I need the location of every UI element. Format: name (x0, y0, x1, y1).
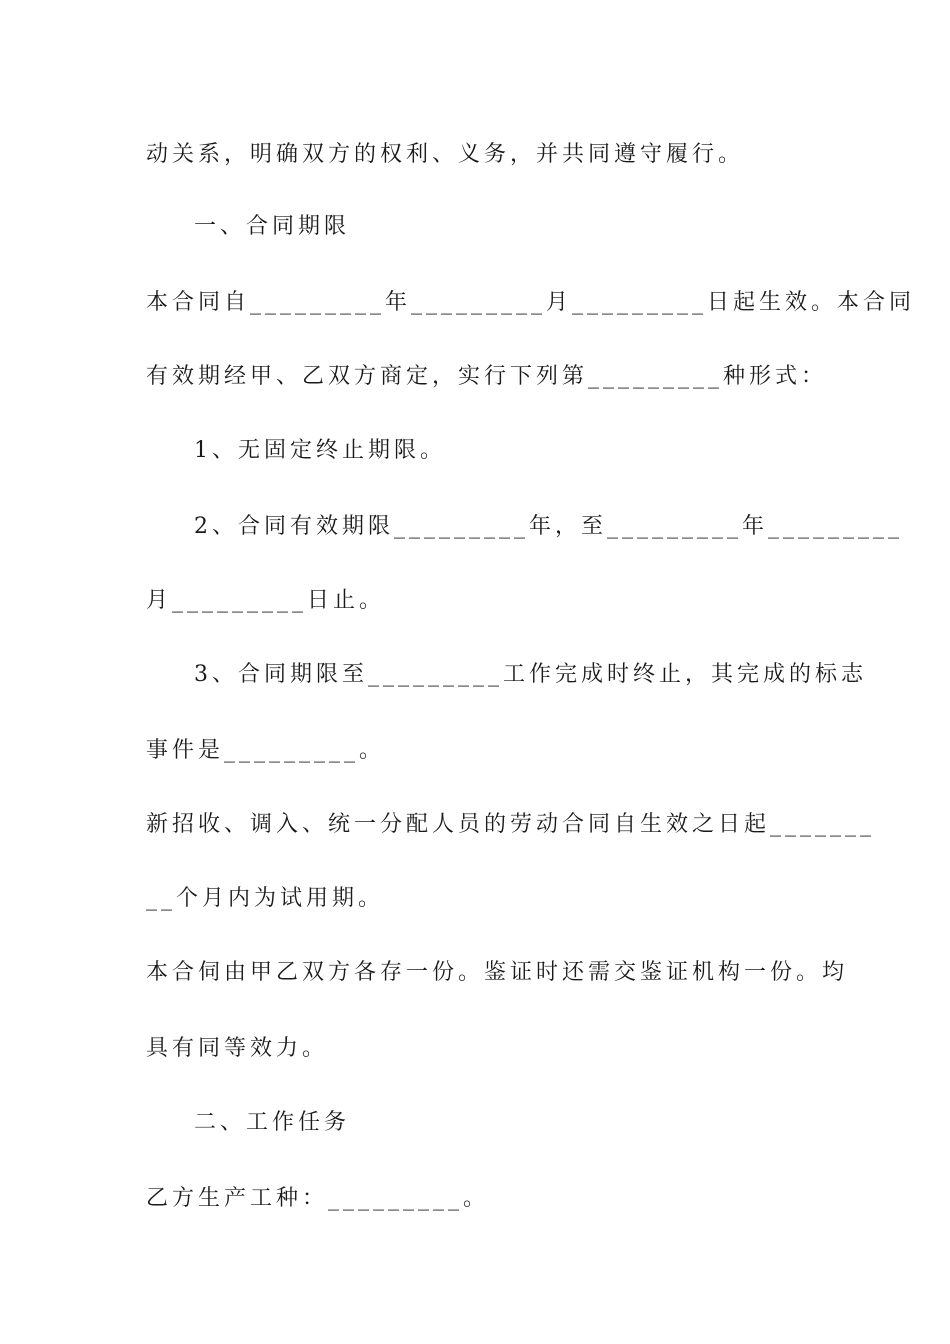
list-item: 2、合同有效期限_________年，至_________年_________ (194, 514, 903, 539)
list-item: 1、无固定终止期限。 (194, 438, 446, 463)
list-item: 3、合同期限至_________工作完成时终止，其完成的标志 (194, 662, 867, 687)
paragraph-line: 乙方生产工种：_________。 (146, 1186, 490, 1211)
section-heading-term: 一、合同期限 (194, 214, 351, 239)
paragraph-line: 本合伺由甲乙双方各存一份。鉴证时还需交鉴证机构一份。均 (146, 960, 849, 985)
paragraph-line: 新招收、调入、统一分配人员的劳动合同自生效之日起_______ (146, 812, 876, 837)
paragraph-line: 月_________日止。 (146, 588, 386, 613)
paragraph-line: 事件是_________。 (146, 738, 386, 763)
paragraph-line: __个月内为试用期。 (146, 886, 385, 911)
section-heading-tasks: 二、工作任务 (194, 1110, 351, 1135)
paragraph-line: 动关系，明确双方的权利、义务，并共同遵守履行。 (146, 142, 745, 167)
paragraph-line: 具有同等效力。 (146, 1036, 329, 1061)
paragraph-line: 本合同自_________年_________月_________日起生效。本合同 (146, 290, 916, 315)
paragraph-line: 有效期经甲、乙双方商定，实行下列第_________种形式： (146, 364, 828, 389)
